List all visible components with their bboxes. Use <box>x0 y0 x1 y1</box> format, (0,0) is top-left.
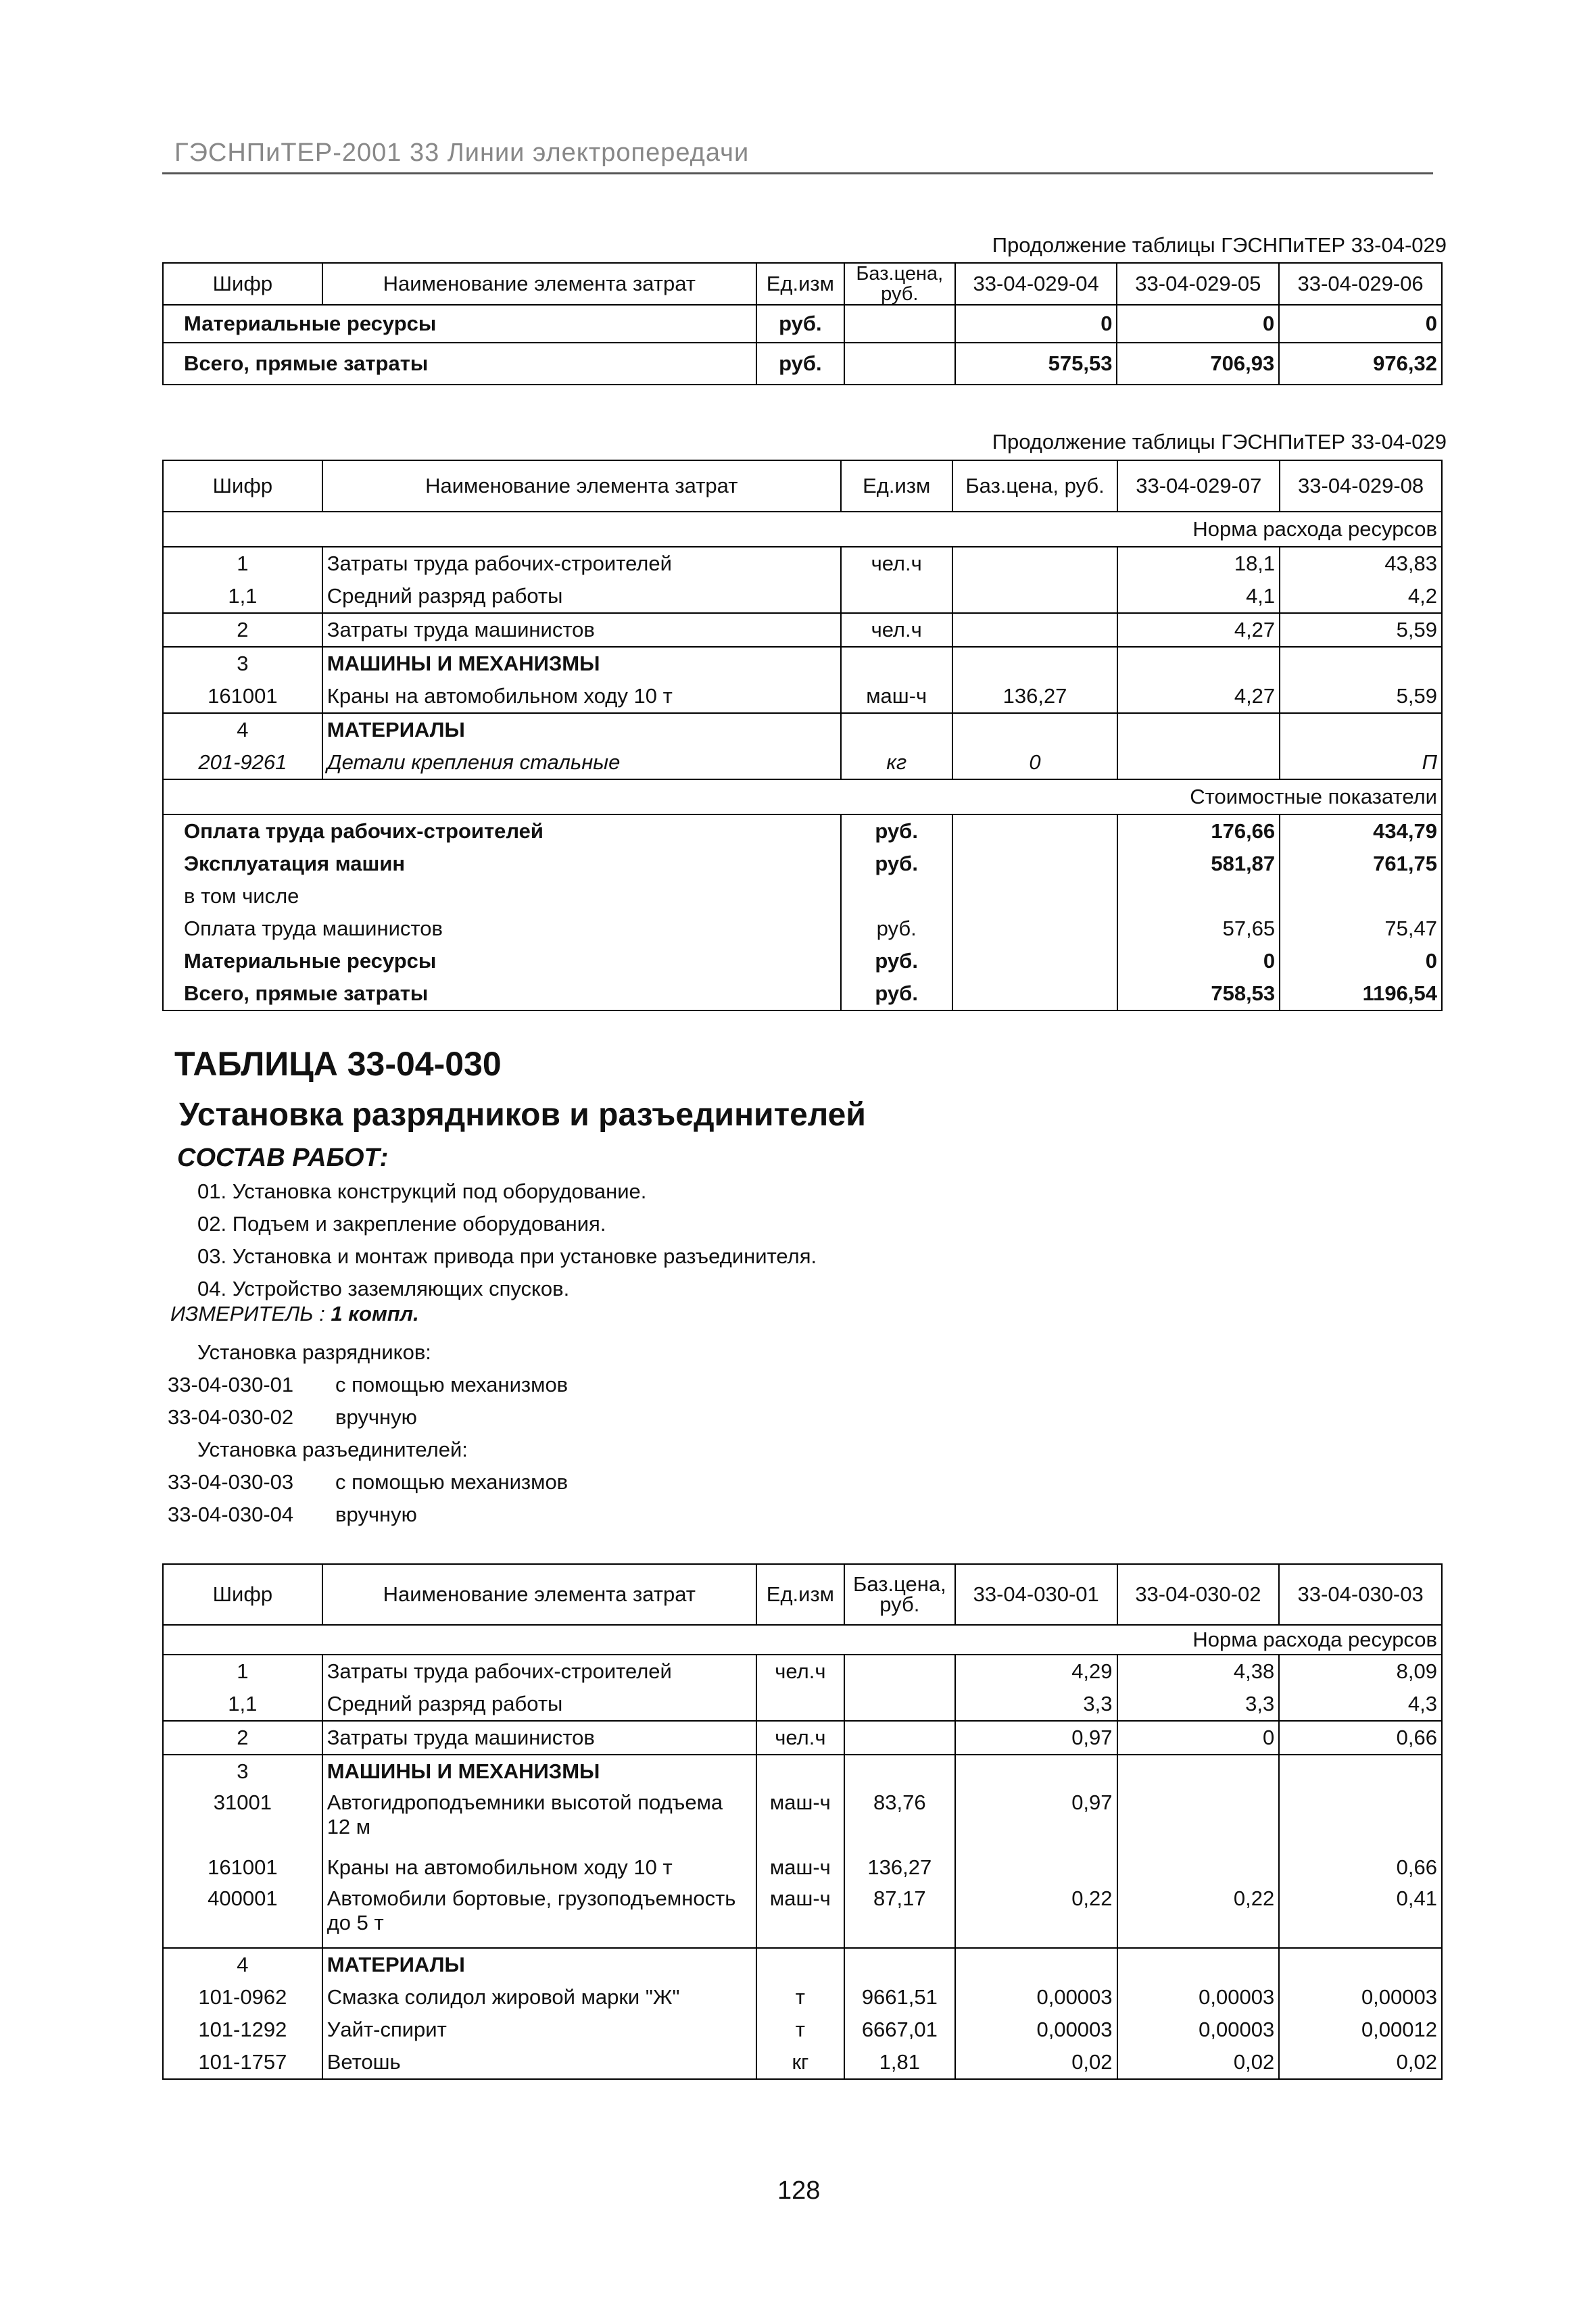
unit-cell: руб. <box>841 912 952 945</box>
value-cell: 4,27 <box>1117 680 1280 713</box>
measure-line <box>170 1302 419 1326</box>
name-cell: Детали крепления стальные <box>322 746 841 779</box>
code-cell: 1,1 <box>163 580 322 613</box>
unit-cell: маш-ч <box>756 1884 844 1948</box>
unit-cell <box>841 580 952 613</box>
price-cell <box>952 814 1118 848</box>
value-cell <box>1279 1755 1442 1788</box>
price-cell <box>952 945 1118 977</box>
value-cell: 4,29 <box>955 1655 1117 1688</box>
name-cell: МАТЕРИАЛЫ <box>322 713 841 746</box>
value-cell <box>1117 1788 1280 1851</box>
col-header: Шифр <box>163 263 322 305</box>
value-cell <box>1280 880 1442 912</box>
price-cell <box>952 547 1118 580</box>
cost-row-label: Оплата труда рабочих-строителей <box>163 814 841 848</box>
col-header: 33-04-030-01 <box>955 1564 1117 1625</box>
price-cell <box>844 1948 955 1981</box>
value-cell <box>1279 1948 1442 1981</box>
price-cell <box>952 912 1118 945</box>
value-cell: 0,97 <box>955 1721 1117 1755</box>
code-cell: 1 <box>163 547 322 580</box>
cost-row-label: в том числе <box>163 880 841 912</box>
table1 <box>162 262 1443 385</box>
col-header: 33-04-029-07 <box>1117 460 1280 512</box>
value-cell: 0,41 <box>1279 1884 1442 1948</box>
value-cell: 4,38 <box>1117 1655 1280 1688</box>
unit-cell <box>756 1948 844 1981</box>
code-cell: 101-0962 <box>163 1981 322 2014</box>
col-header: 33-04-030-03 <box>1279 1564 1442 1625</box>
table2 <box>162 460 1443 1011</box>
variant-code: 33-04-030-02 <box>168 1405 294 1429</box>
section-title: ТАБЛИЦА 33-04-030 <box>174 1045 502 1083</box>
col-header: Шифр <box>163 1564 322 1625</box>
page-number: 128 <box>777 2176 821 2205</box>
col-header: 33-04-029-04 <box>955 263 1117 305</box>
name-cell: Автомобили бортовые, грузоподъемность до 5 т <box>322 1884 756 1948</box>
value-cell: 0,97 <box>955 1788 1117 1851</box>
value-cell <box>1117 746 1280 779</box>
value-cell <box>955 1948 1117 1981</box>
unit-cell: руб. <box>841 814 952 848</box>
value-cell: 0,02 <box>1279 2046 1442 2079</box>
name-cell: Затраты труда машинистов <box>322 1721 756 1755</box>
value-cell: 4,2 <box>1280 580 1442 613</box>
code-cell: 101-1757 <box>163 2046 322 2079</box>
value-cell: 43,83 <box>1280 547 1442 580</box>
table1-caption: Продолжение таблицы ГЭСНПиТЕР 33-04-029 <box>992 233 1447 257</box>
value-cell: 0,00003 <box>1117 1981 1280 2014</box>
price-cell: 87,17 <box>844 1884 955 1948</box>
group-label: Установка разъединителей: <box>197 1438 468 1461</box>
price-cell <box>844 1655 955 1688</box>
cost-label: Стоимостные показатели <box>163 779 1442 814</box>
measure-value: 1 компл. <box>331 1302 419 1325</box>
running-header: ГЭСНПиТЕР-2001 33 Линии электропередачи <box>174 139 750 167</box>
price-cell <box>844 1721 955 1755</box>
price-cell <box>952 580 1118 613</box>
variant-text: с помощью механизмов <box>335 1470 569 1494</box>
code-cell: 31001 <box>163 1788 322 1851</box>
norm-label: Норма расхода ресурсов <box>163 512 1442 547</box>
value-cell: 0,00003 <box>955 1981 1117 2014</box>
value-cell: 0,66 <box>1279 1721 1442 1755</box>
value-cell: 57,65 <box>1117 912 1280 945</box>
code-cell: 4 <box>163 713 322 746</box>
col-header: Баз.цена, руб. <box>844 263 955 305</box>
unit-cell: чел.ч <box>756 1655 844 1688</box>
code-cell: 161001 <box>163 680 322 713</box>
unit-cell: чел.ч <box>841 613 952 647</box>
value-cell: 8,09 <box>1279 1655 1442 1688</box>
name-cell: Затраты труда рабочих-строителей <box>322 1655 756 1688</box>
code-cell: 3 <box>163 647 322 680</box>
works-label: СОСТАВ РАБОТ: <box>177 1144 389 1172</box>
col-header: Ед.изм <box>756 263 844 305</box>
unit-cell: маш-ч <box>756 1788 844 1851</box>
value-cell: 4,27 <box>1117 613 1280 647</box>
header-rule <box>162 172 1433 174</box>
col-header: Ед.изм <box>756 1564 844 1625</box>
name-cell: Средний разряд работы <box>322 1688 756 1721</box>
work-item: 03. Установка и монтаж привода при установке разъединителя. <box>197 1244 817 1268</box>
row-label: Всего, прямые затраты <box>163 343 756 385</box>
value-cell: 575,53 <box>955 343 1117 385</box>
unit-cell: руб. <box>841 848 952 880</box>
col-header: 33-04-029-08 <box>1280 460 1442 512</box>
value-cell: 0,00003 <box>1279 1981 1442 2014</box>
value-cell <box>955 1755 1117 1788</box>
cost-row-label: Эксплуатация машин <box>163 848 841 880</box>
price-cell <box>844 343 955 385</box>
cost-row-label: Всего, прямые затраты <box>163 977 841 1010</box>
col-header: Наименование элемента затрат <box>322 263 756 305</box>
value-cell <box>1280 647 1442 680</box>
unit-cell: кг <box>756 2046 844 2079</box>
value-cell <box>1117 1755 1280 1788</box>
name-cell: Краны на автомобильном ходу 10 т <box>322 1851 756 1884</box>
unit-cell: маш-ч <box>841 680 952 713</box>
col-header: Шифр <box>163 460 322 512</box>
value-cell: 0 <box>1117 1721 1280 1755</box>
group-label: Установка разрядников: <box>197 1340 431 1364</box>
unit-cell: чел.ч <box>756 1721 844 1755</box>
value-cell: 758,53 <box>1117 977 1280 1010</box>
variant-code: 33-04-030-01 <box>168 1373 294 1396</box>
value-cell <box>1280 713 1442 746</box>
price-cell: 0 <box>952 746 1118 779</box>
value-cell: 3,3 <box>955 1688 1117 1721</box>
col-header: Наименование элемента затрат <box>322 460 841 512</box>
price-cell: 136,27 <box>952 680 1118 713</box>
value-cell: 0,02 <box>955 2046 1117 2079</box>
table3 <box>162 1563 1443 2080</box>
norm-label: Норма расхода ресурсов <box>163 1625 1442 1655</box>
value-cell: 176,66 <box>1117 814 1280 848</box>
col-header: 33-04-029-05 <box>1117 263 1279 305</box>
price-cell: 136,27 <box>844 1851 955 1884</box>
value-cell <box>1117 1948 1280 1981</box>
value-cell: 4,3 <box>1279 1688 1442 1721</box>
work-item: 01. Установка конструкций под оборудование. <box>197 1179 647 1203</box>
section-subtitle: Установка разрядников и разъединителей <box>179 1097 866 1133</box>
price-cell: 83,76 <box>844 1788 955 1851</box>
measure-label: ИЗМЕРИТЕЛЬ : <box>170 1302 331 1325</box>
cost-row-label: Материальные ресурсы <box>163 945 841 977</box>
price-cell: 9661,51 <box>844 1981 955 2014</box>
table2-caption: Продолжение таблицы ГЭСНПиТЕР 33-04-029 <box>992 430 1447 454</box>
name-cell: Смазка солидол жировой марки "Ж" <box>322 1981 756 2014</box>
price-cell <box>952 977 1118 1010</box>
value-cell: 0,22 <box>1117 1884 1280 1948</box>
name-cell: Краны на автомобильном ходу 10 т <box>322 680 841 713</box>
value-cell <box>1279 1788 1442 1851</box>
code-cell: 1,1 <box>163 1688 322 1721</box>
value-cell <box>1117 647 1280 680</box>
work-item: 02. Подъем и закрепление оборудования. <box>197 1212 606 1236</box>
code-cell: 1 <box>163 1655 322 1688</box>
unit-cell <box>756 1688 844 1721</box>
value-cell: 18,1 <box>1117 547 1280 580</box>
name-cell: Средний разряд работы <box>322 580 841 613</box>
price-cell <box>844 1688 955 1721</box>
value-cell: 761,75 <box>1280 848 1442 880</box>
unit-cell: руб. <box>841 977 952 1010</box>
col-header: Баз.цена, руб. <box>844 1564 955 1625</box>
value-cell: 0,00003 <box>1117 2014 1280 2046</box>
value-cell <box>955 1851 1117 1884</box>
code-cell: 400001 <box>163 1884 322 1948</box>
unit-cell <box>756 1755 844 1788</box>
value-cell: 706,93 <box>1117 343 1279 385</box>
code-cell: 161001 <box>163 1851 322 1884</box>
unit-cell <box>841 880 952 912</box>
value-cell <box>1117 713 1280 746</box>
value-cell: 5,59 <box>1280 613 1442 647</box>
name-cell: Затраты труда машинистов <box>322 613 841 647</box>
code-cell: 4 <box>163 1948 322 1981</box>
unit-cell: маш-ч <box>756 1851 844 1884</box>
value-cell: 0 <box>955 305 1117 343</box>
price-cell <box>952 613 1118 647</box>
value-cell: 5,59 <box>1280 680 1442 713</box>
variant-code: 33-04-030-03 <box>168 1470 294 1494</box>
unit-cell <box>841 713 952 746</box>
work-item: 04. Устройство заземляющих спусков. <box>197 1277 570 1300</box>
value-cell: 75,47 <box>1280 912 1442 945</box>
name-cell: Ветошь <box>322 2046 756 2079</box>
price-cell <box>844 1755 955 1788</box>
name-cell: Уайт-спирит <box>322 2014 756 2046</box>
price-cell <box>844 305 955 343</box>
value-cell: 976,32 <box>1279 343 1442 385</box>
code-cell: 101-1292 <box>163 2014 322 2046</box>
unit-cell: руб. <box>756 305 844 343</box>
variant-code: 33-04-030-04 <box>168 1503 294 1526</box>
value-cell: 0 <box>1279 305 1442 343</box>
name-cell: Автогидроподъемники высотой подъема 12 м <box>322 1788 756 1851</box>
value-cell: 3,3 <box>1117 1688 1280 1721</box>
value-cell: 0,66 <box>1279 1851 1442 1884</box>
value-cell: 0 <box>1117 305 1279 343</box>
value-cell: 0 <box>1117 945 1280 977</box>
value-cell <box>1117 880 1280 912</box>
variant-text: с помощью механизмов <box>335 1373 569 1396</box>
value-cell: 4,1 <box>1117 580 1280 613</box>
variant-text: вручную <box>335 1405 417 1429</box>
col-header: 33-04-030-02 <box>1117 1564 1280 1625</box>
row-label: Материальные ресурсы <box>163 305 756 343</box>
col-header: 33-04-029-06 <box>1279 263 1442 305</box>
unit-cell: т <box>756 1981 844 2014</box>
name-cell: Затраты труда рабочих-строителей <box>322 547 841 580</box>
value-cell: 1196,54 <box>1280 977 1442 1010</box>
price-cell <box>952 647 1118 680</box>
variant-text: вручную <box>335 1503 417 1526</box>
cost-row-label: Оплата труда машинистов <box>163 912 841 945</box>
name-cell: МАШИНЫ И МЕХАНИЗМЫ <box>322 647 841 680</box>
unit-cell: руб. <box>841 945 952 977</box>
unit-cell: кг <box>841 746 952 779</box>
code-cell: 201-9261 <box>163 746 322 779</box>
value-cell: 0,00012 <box>1279 2014 1442 2046</box>
code-cell: 2 <box>163 1721 322 1755</box>
unit-cell: руб. <box>756 343 844 385</box>
unit-cell: т <box>756 2014 844 2046</box>
unit-cell <box>841 647 952 680</box>
value-cell: 0,22 <box>955 1884 1117 1948</box>
value-cell: П <box>1280 746 1442 779</box>
name-cell: МАШИНЫ И МЕХАНИЗМЫ <box>322 1755 756 1788</box>
code-cell: 3 <box>163 1755 322 1788</box>
value-cell: 434,79 <box>1280 814 1442 848</box>
col-header: Ед.изм <box>841 460 952 512</box>
price-cell <box>952 713 1118 746</box>
value-cell: 581,87 <box>1117 848 1280 880</box>
value-cell: 0,00003 <box>955 2014 1117 2046</box>
price-cell <box>952 848 1118 880</box>
unit-cell: чел.ч <box>841 547 952 580</box>
price-cell <box>952 880 1118 912</box>
col-header: Баз.цена, руб. <box>952 460 1118 512</box>
price-cell: 1,81 <box>844 2046 955 2079</box>
value-cell: 0,02 <box>1117 2046 1280 2079</box>
col-header: Наименование элемента затрат <box>322 1564 756 1625</box>
value-cell <box>1117 1851 1280 1884</box>
name-cell: МАТЕРИАЛЫ <box>322 1948 756 1981</box>
code-cell: 2 <box>163 613 322 647</box>
price-cell: 6667,01 <box>844 2014 955 2046</box>
value-cell: 0 <box>1280 945 1442 977</box>
